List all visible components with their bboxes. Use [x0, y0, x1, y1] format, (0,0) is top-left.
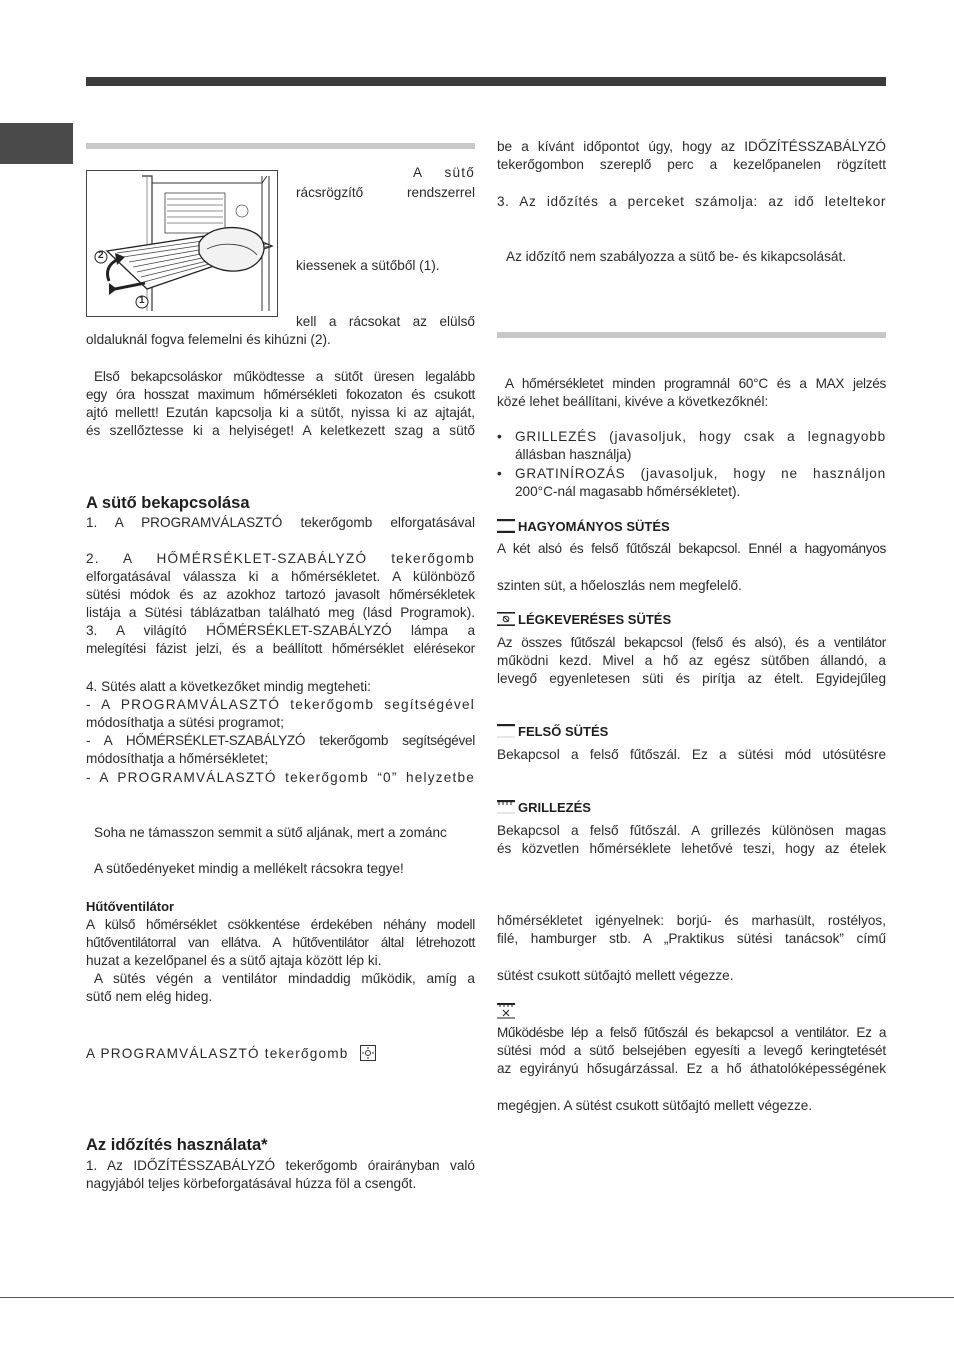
- first-use-text: Első bekapcsoláskor működtesse a sütőt üresen legalább: [94, 369, 475, 384]
- rack-text-line: oldaluknál fogva felemelni és kihúzni (2).: [86, 332, 331, 347]
- light-text: [86, 1045, 376, 1063]
- gratin-text: az egyirányú hősugárzással. Ez a hő áthatolóképességének: [497, 1061, 886, 1076]
- gratin-heading: [497, 1003, 518, 1022]
- start-step-4: módosíthatja a hőmérsékletet;: [86, 751, 269, 766]
- heading-traditional: [497, 519, 670, 534]
- exception-item-gratin: [497, 465, 886, 501]
- fan-assisted-text: levegő egyenletesen süti és pirítja az ételt. Egyidejűleg: [497, 671, 886, 686]
- rack-text-line: kell a rácsokat az elülső: [296, 314, 475, 329]
- grill-text: és közvetlen hőmérséklete lehetővé teszi, hogy az ételek: [497, 841, 886, 856]
- gratin-text: Működésbe lép a felső fűtőszál és bekapcsol a ventilátor. Ez a: [497, 1025, 886, 1040]
- warning-text: Soha ne támasszon semmit a sütő aljának, mert a zománc: [94, 825, 447, 840]
- grill-text: sütést csukott sütőajtó mellett végezze.: [497, 968, 734, 983]
- timer-step-1: nagyjából teljes körbeforgatásával húzza föl a csengőt.: [86, 1176, 417, 1191]
- section-rule-right: [497, 332, 886, 338]
- start-step-4: 4. Sütés alatt a következőket mindig megteheti:: [86, 679, 371, 694]
- warning-text: A sütőedényeket mindig a mellékelt rácsokra tegye!: [94, 861, 404, 876]
- cooling-fan-text: A külső hőmérséklet csökkentése érdekében néhány modell: [86, 917, 475, 932]
- heading-grill: [497, 800, 591, 815]
- traditional-oven-icon: [497, 519, 515, 533]
- first-use-text: ajtó mellett! Ezután kapcsolja ki a sütőt, nyissa ki az ajtaját,: [86, 405, 475, 420]
- heading-fan-assisted-label: LÉGKEVERÉSES SÜTÉS: [518, 612, 672, 627]
- start-step-2: elforgatásával válassza ki a hőmérsékletet. A különböző: [86, 569, 475, 584]
- cooling-fan-text: hűtőventilátorral van ellátva. A hűtőventilátor által létrehozott: [86, 935, 475, 950]
- heading-top-oven: [497, 724, 608, 739]
- top-oven-icon: [497, 724, 515, 738]
- rack-text-line: kiessenek a sütőből (1).: [296, 258, 440, 273]
- top-rule: [86, 77, 886, 86]
- start-step-4: - A PROGRAMVÁLASZTÓ tekerőgomb “0” helyzetbe: [86, 770, 475, 785]
- timer-step-2: tekerőgombon szereplő perc a kezelőpanelen rögzített: [497, 157, 886, 172]
- grill-text: hőmérsékletet igényelnek: borjú- és marhasült, rostélyos,: [497, 913, 886, 928]
- gratin-icon: [497, 1003, 515, 1019]
- heading-grill-label: GRILLEZÉS: [518, 800, 591, 815]
- exception-grill-line: GRILLEZÉS (javasoljuk, hogy csak a legnagyobb: [515, 429, 886, 444]
- top-oven-text: Bekapcsol a felső fűtőszál. Ez a sütési mód utósütésre: [497, 747, 886, 762]
- figure-label-1: 1: [139, 295, 145, 306]
- fan-assisted-text: működni kezd. Mivel a hő az egész sütőben állandó, a: [497, 653, 886, 668]
- bullet: •: [497, 429, 502, 444]
- timer-step-2: be a kívánt időpontot úgy, hogy az IDŐZÍTÉSSZABÁLYZÓ: [497, 139, 886, 154]
- traditional-text: A két alsó és felső fűtőszál bekapcsol. Ennél a hagyományos: [497, 541, 886, 556]
- heading-oven-start: A sütő bekapcsolása: [86, 494, 250, 512]
- gratin-text: megégjen. A sütést csukott sütőajtó mellett végezze.: [497, 1098, 813, 1113]
- start-step-2: listája a Sütési táblázatban található meg (lásd Programok).: [86, 605, 475, 620]
- exception-gratin-line: GRATINÍROZÁS (javasoljuk, hogy ne használjon: [515, 466, 886, 481]
- timer-note: Az időzítő nem szabályozza a sütő be- és kikapcsolását.: [506, 249, 847, 264]
- fan-oven-icon: [497, 612, 515, 626]
- start-step-4: - A PROGRAMVÁLASZTÓ tekerőgomb segítségével: [86, 697, 475, 712]
- heading-cooling-fan: Hűtőventilátor: [86, 899, 175, 914]
- exception-item-grill: [497, 428, 886, 464]
- rack-text-line: rácsrögzítő rendszerrel: [296, 185, 475, 200]
- timer-step-3: 3. Az időzítés a perceket számolja: az idő leteltekor: [497, 194, 886, 209]
- grill-icon: [497, 800, 515, 814]
- traditional-text: szinten süt, a hőeloszlás nem megfelelő.: [497, 578, 742, 593]
- heading-top-oven-label: FELSŐ SÜTÉS: [518, 724, 609, 739]
- programs-intro: A hőmérsékletet minden programnál 60°C és a MAX jelzés: [505, 376, 886, 391]
- lamp-icon: [360, 1045, 376, 1061]
- figure-label-2: 2: [98, 250, 104, 261]
- light-text-label: A PROGRAMVÁLASZTÓ tekerőgomb: [86, 1046, 349, 1061]
- bullet: •: [497, 466, 502, 481]
- fan-assisted-text: Az összes fűtőszál bekapcsol (felső és alsó), és a ventilátor: [497, 635, 886, 650]
- exception-gratin-line: 200°C-nál magasabb hőmérsékletet).: [515, 484, 741, 499]
- cooling-fan-text: huzat a kezelőpanel és a sütő ajtaja között lép ki.: [86, 953, 382, 968]
- start-step-3: melegítési fázist jelzi, és a beállított hőmérséklet elérésekor: [86, 641, 475, 656]
- first-use-text: egy óra hosszat maximum hőmérsékleti fokozaton és csukott: [86, 387, 475, 402]
- programs-intro: közé lehet beállítani, kivéve a következőknél:: [497, 394, 769, 409]
- cooling-fan-text: sütő nem elég hideg.: [86, 989, 213, 1004]
- bottom-rule: [0, 1297, 954, 1298]
- start-step-2: sütési módok és az azokhoz tartozó javasolt hőmérsékletek: [86, 587, 475, 602]
- start-step-4: módosíthatja a sütési programot;: [86, 715, 284, 730]
- oven-rack-illustration: [87, 171, 277, 316]
- section-rule-left: [86, 143, 475, 149]
- start-step-2: 2. A HŐMÉRSÉKLET-SZABÁLYZÓ tekerőgomb: [86, 551, 475, 566]
- heading-fan-assisted: [497, 612, 671, 627]
- heading-traditional-label: HAGYOMÁNYOS SÜTÉS: [518, 519, 670, 534]
- heading-timer: Az időzítés használata*: [86, 1136, 268, 1154]
- rack-text-line: A sütő: [413, 165, 475, 180]
- start-step-4: - A HŐMÉRSÉKLET-SZABÁLYZÓ tekerőgomb segítségével: [86, 733, 475, 748]
- gratin-text: sütési mód a sütő belsejében egyesíti a levegő keringtetését: [497, 1043, 886, 1058]
- exception-grill-line: állásban használja): [515, 447, 632, 462]
- grill-text: filé, hamburger stb. A „Praktikus sütési tanácsok” című: [497, 931, 886, 946]
- language-tab: [0, 123, 73, 164]
- first-use-text: és szellőztesse ki a helyiséget! A keletkezett szag a sütő: [86, 423, 475, 438]
- start-step-1: 1. A PROGRAMVÁLASZTÓ tekerőgomb elforgatásával: [86, 515, 475, 530]
- oven-rack-figure: [86, 170, 278, 317]
- grill-text: Bekapcsol a felső fűtőszál. A grillezés különösen magas: [497, 823, 886, 838]
- timer-step-1: 1. Az IDŐZÍTÉSSZABÁLYZÓ tekerőgomb órairányban való: [86, 1158, 475, 1173]
- cooling-fan-text: A sütés végén a ventilátor mindaddig működik, amíg a: [94, 971, 475, 986]
- start-step-3: 3. A világító HŐMÉRSÉKLET-SZABÁLYZÓ lámpa a: [86, 623, 475, 638]
